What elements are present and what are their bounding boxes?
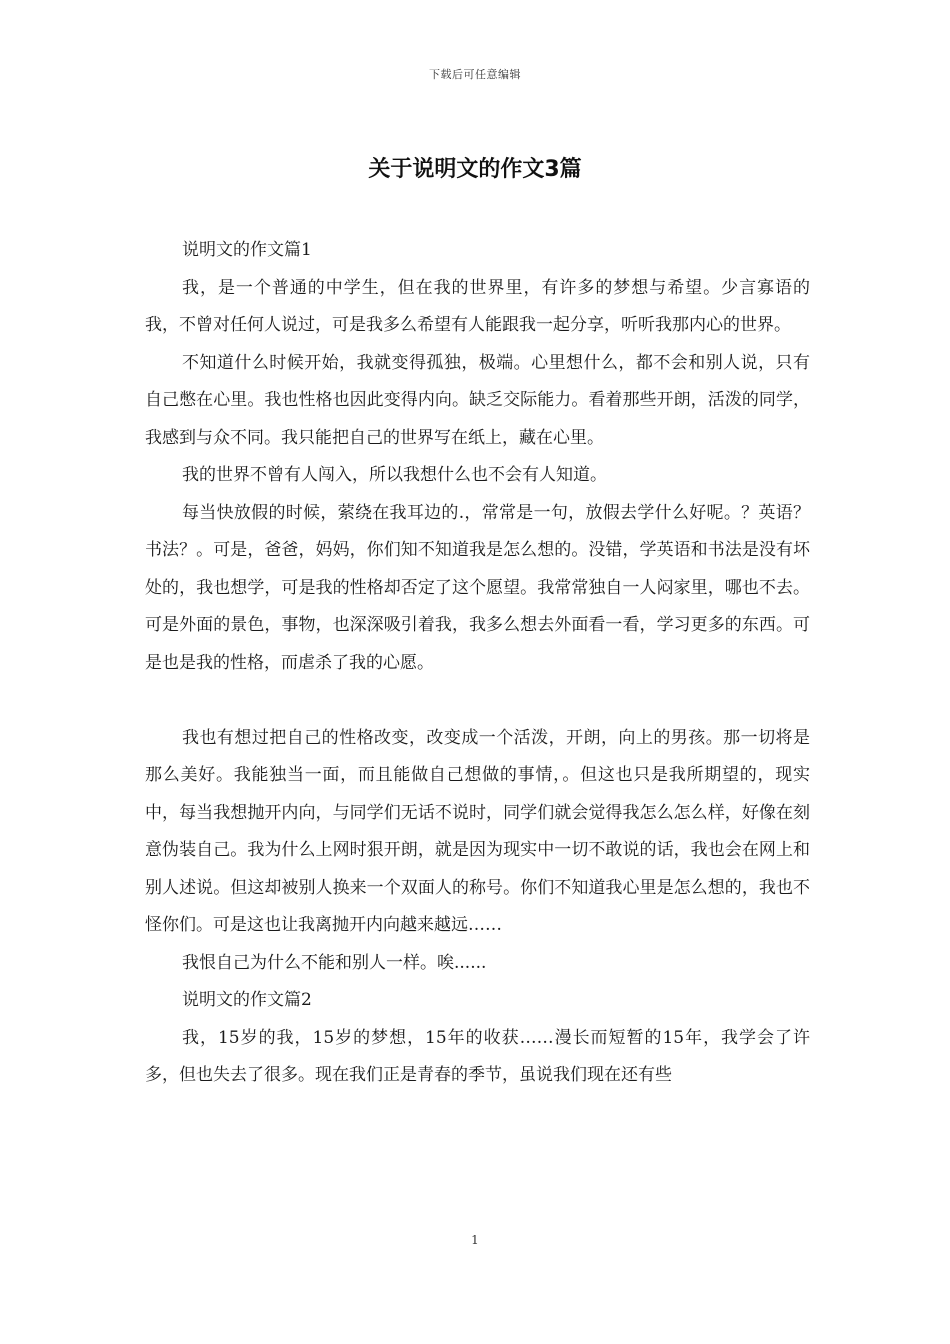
paragraph: 不知道什么时候开始，我就变得孤独，极端。心里想什么，都不会和别人说，只有自己憋在心里。我也性格也因此变得内向。缺乏交际能力。看着那些开朗，活泼的同学，我感到与众不同。我只能把自己的世界写在纸上，藏在心里。 (145, 352, 810, 448)
paragraph: 我的世界不曾有人闯入，所以我想什么也不会有人知道。 (182, 465, 607, 485)
page-number: 1 (471, 1233, 479, 1247)
paragraph: 我也有想过把自己的性格改变，改变成一个活泼，开朗，向上的男孩。那一切将是那么美好。我能独当一面，而且能做自己想做的事情，。但这也只是我所期望的，现实中，每当我想抛开内向，与同学们无话不说时，同学们就会觉得我怎么怎么样，好像在刻意伪装自己。我为什么上网时狠开朗，就是因为现实中一切不敢说的话，我也会在网上和别人述说。但这却被别人换来一个双面人的称号。你们不知道我心里是怎么想的，我也不怪你们。可是这也让我离抛开内向越来越远…… (145, 727, 810, 935)
section-heading-2: 说明文的作文篇2 (182, 990, 312, 1010)
header-note: 下载后可任意编辑 (429, 68, 521, 81)
paragraph: 我，是一个普通的中学生，但在我的世界里，有许多的梦想与希望。少言寡语的我，不曾对任何人说过，可是我多么希望有人能跟我一起分享，听听我那内心的世界。 (145, 277, 810, 335)
section-heading-1: 说明文的作文篇1 (182, 240, 312, 260)
paragraph-spacer (145, 682, 810, 720)
paragraph: 我，15岁的我，15岁的梦想，15年的收获……漫长而短暂的15年，我学会了许多，但也失去了很多。现在我们正是青春的季节，虽说我们现在还有些 (145, 1027, 810, 1085)
paragraph: 我恨自己为什么不能和别人一样。唉...... (182, 952, 487, 973)
paragraph: 每当快放假的时候，萦绕在我耳边的.，常常是一句，放假去学什么好呢。？英语？书法？。可是，爸爸，妈妈，你们知不知道我是怎么想的。没错，学英语和书法是没有坏处的，我也想学，可是我的性格却否定了这个愿望。我常常独自一人闷家里，哪也不去。可是外面的景色，事物，也深深吸引着我，我多么想去外面看一看，学习更多的东西。可是也是我的性格，而虐杀了我的心愿。 (145, 502, 810, 673)
document-title: 关于说明文的作文3篇 (368, 157, 582, 182)
document-body (145, 232, 810, 1095)
